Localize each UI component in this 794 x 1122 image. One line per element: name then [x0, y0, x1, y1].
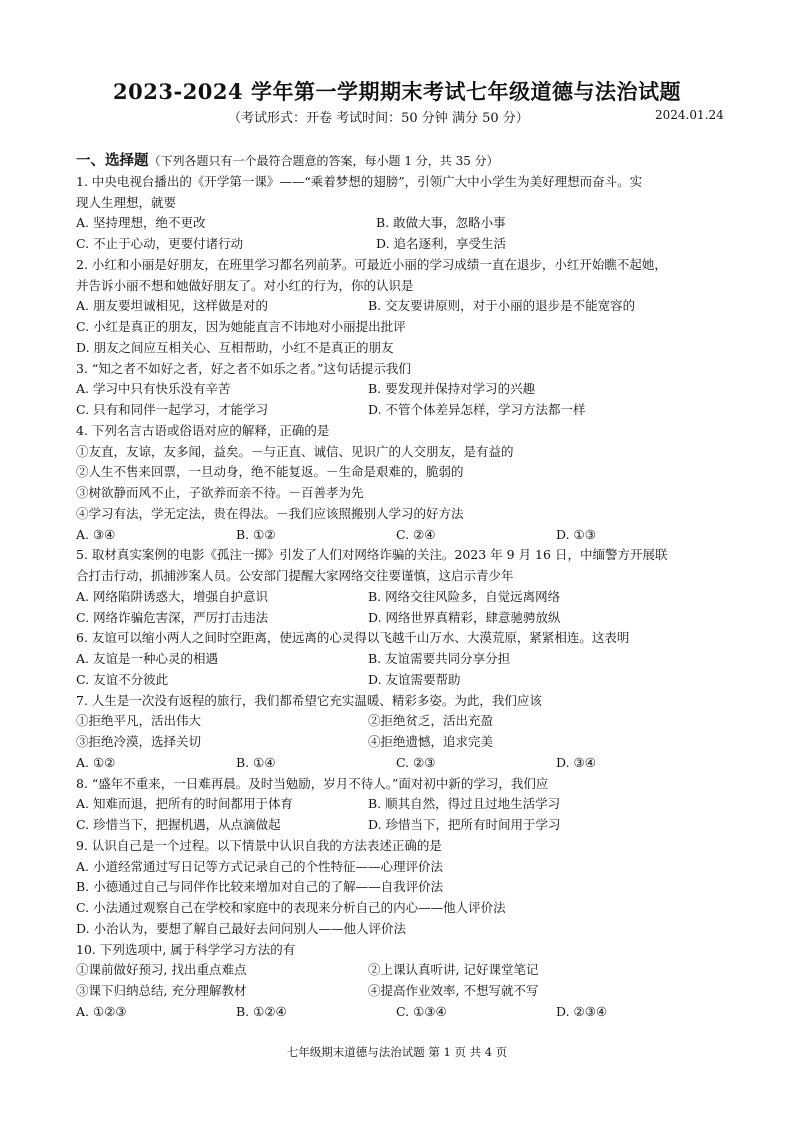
option-a: A. 小道经常通过写日记等方式记录自己的个性特征——心理评价法 [76, 858, 443, 874]
statement-1: ①友直，友谅，友多闻，益矣。－与正直、诚信、见识广的人交朋友，是有益的 [76, 443, 514, 459]
question-2-stem-cont: 并告诉小丽不想和她做好朋友了。对小红的行为，你的认识是 [76, 277, 414, 293]
question-3-stem: 3. “知之者不如好之者，好之者不如乐之者。”这句话提示我们 [76, 360, 411, 376]
option-b: B. ①②④ [236, 1003, 287, 1019]
question-10-statements-row [76, 981, 726, 1002]
exam-title: 2023-2024 学年第一学期期末考试七年级道德与法治试题 [113, 79, 681, 104]
option-d: D. ③④ [556, 754, 596, 770]
exam-date: 2024.01.24 [655, 108, 724, 122]
option-c: C. ②④ [396, 526, 436, 542]
statement-4: ④提高作业效率, 不想写就不写 [368, 983, 539, 998]
question-8-options-row [76, 794, 726, 815]
question-6-stem: 6. 友谊可以缩小两人之间时空距离，使远离的心灵得以飞越千山万水、大漠荒原，紧紧相连。这表明 [76, 630, 630, 646]
option-d: D. ①③ [556, 526, 596, 542]
question-2-options-row [76, 296, 726, 317]
option-c: C. 友谊不分彼此 [76, 671, 169, 687]
option-b: B. 网络交往风险多，自觉远离网络 [368, 588, 561, 604]
option-d: D. 不管个体差异怎样，学习方法都一样 [368, 402, 586, 417]
question-4-stem: 4. 下列名言古语或俗语对应的解释，正确的是 [76, 422, 330, 438]
option-c: C. ②③ [396, 754, 436, 770]
option-c: C. ①③④ [396, 1003, 447, 1019]
question-7-options-row [76, 753, 726, 774]
question-4-options-row [76, 525, 726, 546]
option-d: D. 朋友之间应互相关心、互相帮助，小红不是真正的朋友 [76, 339, 394, 355]
option-a: A. 知难而退，把所有的时间都用于体育 [76, 796, 293, 812]
option-d: D. 网络世界真精彩，肆意驰骋放纵 [368, 609, 561, 625]
option-b: B. 要发现并保持对学习的兴趣 [368, 381, 536, 397]
question-list [76, 151, 726, 1023]
statement-3: ③课下归纳总结, 充分理解教材 [76, 983, 247, 998]
question-8-stem: 8. “盛年不重来，一日难再晨。及时当勉励，岁月不待人。”面对初中新的学习，我们应 [76, 775, 549, 791]
exam-info: （考试形式：开卷 考试时间：50 分钟 满分 50 分） [228, 111, 529, 126]
option-d: D. ②③④ [556, 1003, 608, 1019]
question-9-stem: 9. 认识自己是一个过程。以下情景中认识自我的方法表述正确的是 [76, 837, 442, 853]
question-7-statements-row [76, 732, 726, 753]
question-10-options-row [76, 1002, 726, 1023]
option-a: A. 朋友要坦诚相见，这样做是对的 [76, 298, 268, 314]
question-1-options-row [76, 234, 726, 255]
question-5-stem-cont: 合打击行动，抓捕涉案人员。公安部门提醒大家网络交往要谨慎，这启示青少年 [76, 568, 514, 583]
statement-4: ④学习有法，学无定法，贵在得法。－我们应该照搬别人学习的好方法 [76, 505, 464, 521]
statement-3: ③拒绝冷漠，选择关切 [76, 734, 202, 749]
section-note: （下列各题只有一个最符合题意的答案，每小题 1 分，共 35 分） [148, 154, 499, 168]
question-10-statements-row [76, 960, 726, 981]
page-footer: 七年级期末道德与法治试题 第 1 页 共 4 页 [286, 1045, 508, 1059]
question-1-stem-cont: 现人生理想，就要 [76, 194, 177, 210]
question-7-statements-row [76, 711, 726, 732]
option-a: A. ①②③ [76, 1003, 127, 1019]
statement-4: ④拒绝遗憾，追求完美 [368, 734, 494, 749]
option-b: B. ①② [236, 526, 276, 542]
section-title: 一、选择题 [76, 152, 149, 169]
option-b: B. 小德通过自己与同伴作比较来增加对自己的了解——自我评价法 [76, 879, 444, 895]
question-1-stem: 1. 中央电视台播出的《开学第一课》——“乘着梦想的翅膀”，引领广大中小学生为美好理想而奋斗。实 [76, 173, 643, 189]
question-5-stem: 5. 取材真实案例的电影《孤注一掷》引发了人们对网络诈骗的关注。2023 年 9 月 16 日，中缅警方开展联 [76, 547, 668, 563]
option-a: A. 坚持理想，绝不更改 [76, 215, 206, 231]
statement-2: ②人生不售来回票，一旦动身，绝不能复返。－生命是艰难的，脆弱的 [76, 464, 464, 480]
question-6-options-row [76, 670, 726, 691]
option-a: A. 友谊是一种心灵的相遇 [76, 651, 218, 666]
option-c: C. 只有和同伴一起学习，才能学习 [76, 402, 269, 417]
option-a: A. 网络陷阱诱惑大，增强自护意识 [76, 588, 268, 604]
option-c: C. 不止于心动，更要付诸行动 [76, 236, 244, 251]
option-c: C. 珍惜当下，把握机遇，从点滴做起 [76, 817, 281, 832]
statement-1: ①课前做好预习, 找出重点难点 [76, 962, 247, 978]
option-a: A. 学习中只有快乐没有辛苦 [76, 381, 231, 397]
question-7-stem: 7. 人生是一次没有返程的旅行，我们都希望它充实温暖、精彩多姿。为此，我们应该 [76, 692, 542, 708]
option-d: D. 友谊需要帮助 [368, 671, 461, 687]
option-a: A. ①② [76, 754, 116, 770]
option-c: C. 网络诈骗危害深，严厉打击违法 [76, 609, 269, 625]
option-b: B. ①④ [236, 754, 276, 770]
statement-2: ②拒绝贫乏，活出充盈 [368, 713, 494, 729]
statement-2: ②上课认真听讲, 记好课堂笔记 [368, 962, 539, 978]
option-c: C. 小法通过观察自己在学校和家庭中的表现来分析自己的内心——他人评价法 [76, 900, 506, 915]
question-1-options-row [76, 213, 726, 234]
statement-1: ①拒绝平凡，活出伟大 [76, 713, 202, 729]
question-2-stem: 2. 小红和小丽是好朋友，在班里学习都名列前茅。可最近小丽的学习成绩一直在退步，小红开始瞧不起她， [76, 256, 667, 272]
question-8-options-row [76, 815, 726, 836]
option-a: A. ③④ [76, 526, 116, 542]
question-3-options-row [76, 400, 726, 421]
option-b: B. 敢做大事，忽略小事 [376, 215, 506, 231]
section-heading [76, 151, 726, 172]
option-c: C. 小红是真正的朋友，因为她能直言不讳地对小丽提出批评 [76, 319, 406, 334]
option-d: D. 追名逐利，享受生活 [376, 236, 507, 251]
question-6-options-row [76, 649, 726, 670]
question-5-options-row [76, 587, 726, 608]
option-d: D. 小治认为，要想了解自己最好去问问别人——他人评价法 [76, 920, 407, 936]
option-d: D. 珍惜当下，把所有时间用于学习 [368, 817, 561, 832]
option-b: B. 顺其自然，得过且过地生活学习 [368, 796, 561, 812]
option-b: B. 友谊需要共同分享分担 [368, 651, 511, 666]
question-3-options-row [76, 379, 726, 400]
statement-3: ③树欲静而风不止，子欲养而亲不待。－百善孝为先 [76, 485, 364, 500]
option-b: B. 交友要讲原则，对于小丽的退步是不能宽容的 [368, 298, 636, 314]
question-5-options-row [76, 608, 726, 629]
question-10-stem: 10. 下列选项中, 属于科学学习方法的有 [76, 941, 296, 957]
